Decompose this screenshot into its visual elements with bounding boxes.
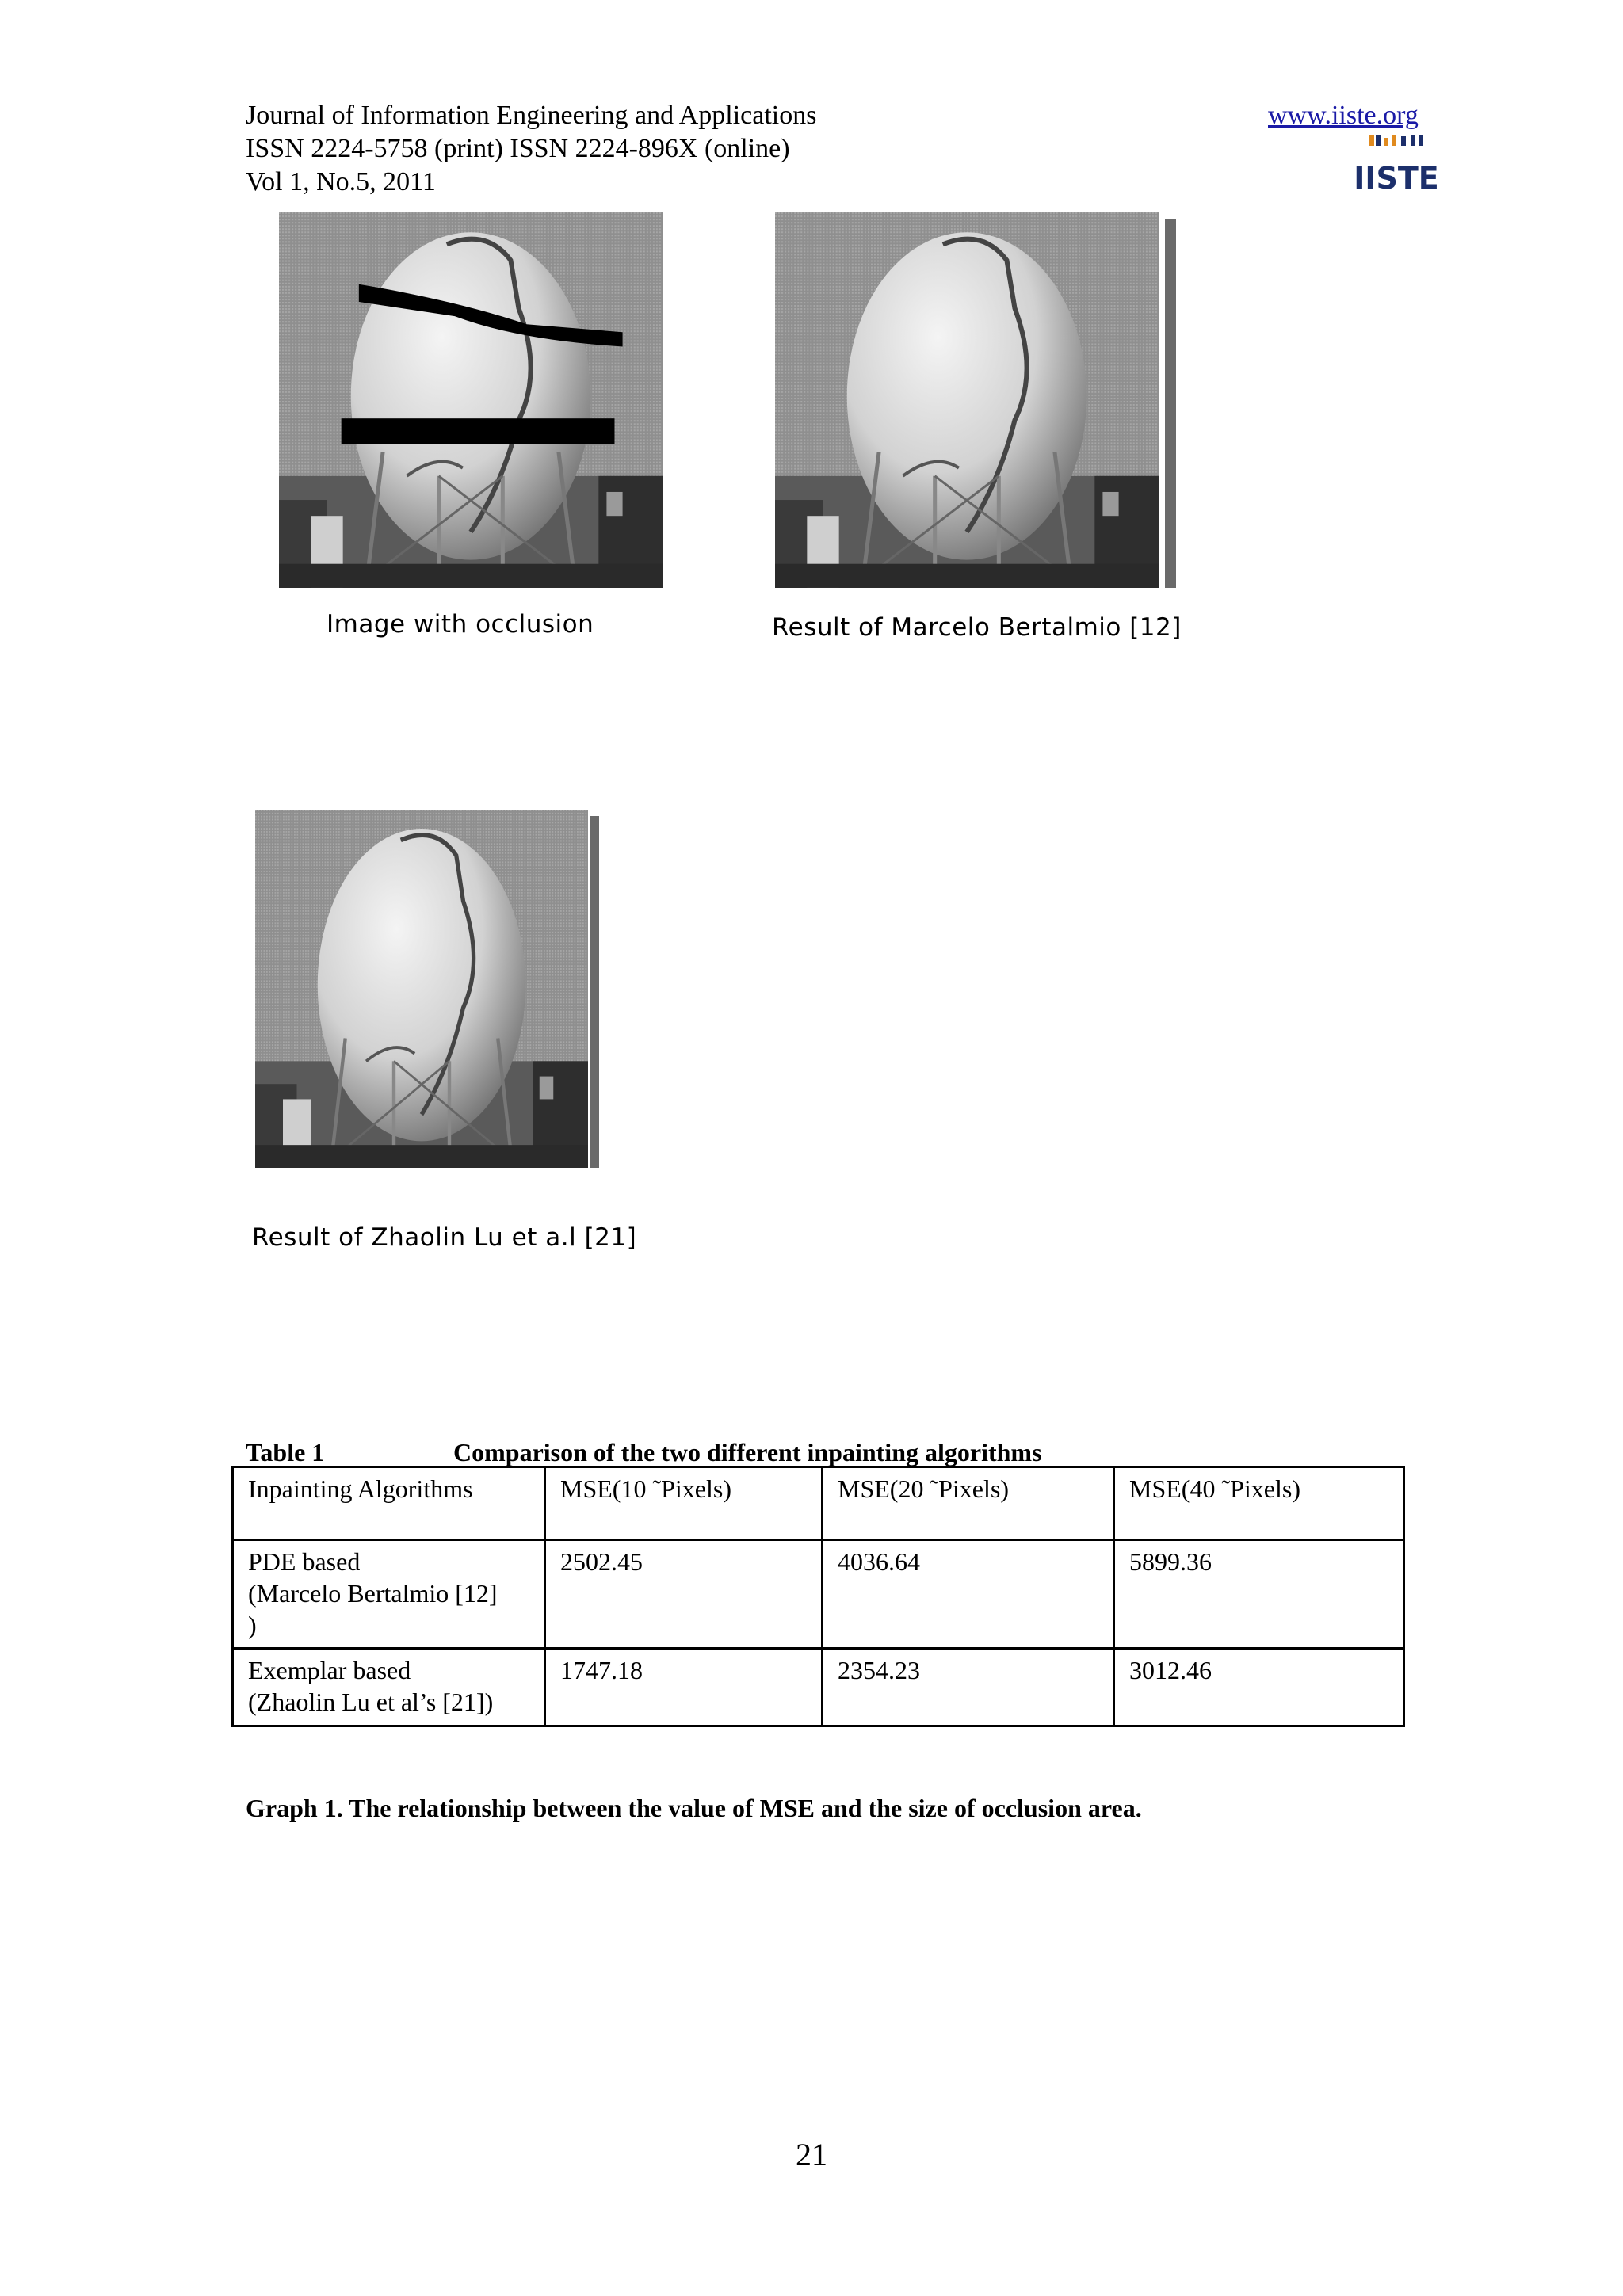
journal-website-link[interactable]: www.iiste.org [1268, 101, 1419, 130]
method-name: Exemplar based [248, 1656, 411, 1684]
table-title: Comparison of the two different inpainting algorithms [453, 1438, 1042, 1466]
table-row [233, 1649, 1404, 1726]
image-edge-strip [590, 816, 599, 1168]
result-zhaolin-lu-image [255, 810, 588, 1168]
value-cell: 2502.45 [545, 1540, 823, 1649]
image-with-occlusion [279, 212, 663, 588]
result-bertalmio-image [775, 212, 1159, 588]
occlusion-bar-lower [342, 418, 615, 444]
image-edge-strip [1165, 219, 1176, 588]
value-cell: 4036.64 [823, 1540, 1114, 1649]
table-row [233, 1540, 1404, 1649]
graph-caption: Graph 1. The relationship between the value of MSE and the size of occlusion area. [246, 1794, 1142, 1822]
figure-caption-occlusion: Image with occlusion [327, 610, 594, 639]
logo-text: IISTE [1354, 161, 1439, 196]
volume-line: Vol 1, No.5, 2011 [246, 167, 436, 196]
page-number: 21 [796, 2137, 827, 2172]
journal-title: Journal of Information Engineering and Applications [246, 101, 817, 130]
value-cell: 5899.36 [1114, 1540, 1404, 1649]
figure-caption-bertalmio: Result of Marcelo Bertalmio [12] [772, 613, 1182, 642]
header-cell: MSE(10 ˜Pixels) [545, 1467, 823, 1540]
comparison-table [231, 1466, 1405, 1727]
method-reference: (Marcelo Bertalmio [12] [248, 1579, 498, 1608]
table-header-row [233, 1467, 1404, 1540]
value-cell: 1747.18 [545, 1649, 823, 1726]
method-cell [233, 1540, 545, 1649]
value-cell: 2354.23 [823, 1649, 1114, 1726]
table-label: Table 1 [246, 1438, 325, 1466]
header-cell: MSE(40 ˜Pixels) [1114, 1467, 1404, 1540]
header-cell: MSE(20 ˜Pixels) [823, 1467, 1114, 1540]
method-cell [233, 1649, 545, 1726]
figure-caption-zhaolin-lu: Result of Zhaolin Lu et a.l [21] [252, 1223, 637, 1252]
issn-line: ISSN 2224-5758 (print) ISSN 2224-896X (online) [246, 134, 790, 163]
method-name: PDE based [248, 1547, 361, 1576]
method-reference: (Zhaolin Lu et al’s [21]) [248, 1688, 494, 1716]
header-cell: Inpainting Algorithms [233, 1467, 545, 1540]
iiste-logo [1354, 132, 1439, 196]
logo-bars-icon [1369, 135, 1423, 146]
method-reference-end: ) [248, 1611, 257, 1639]
value-cell: 3012.46 [1114, 1649, 1404, 1726]
